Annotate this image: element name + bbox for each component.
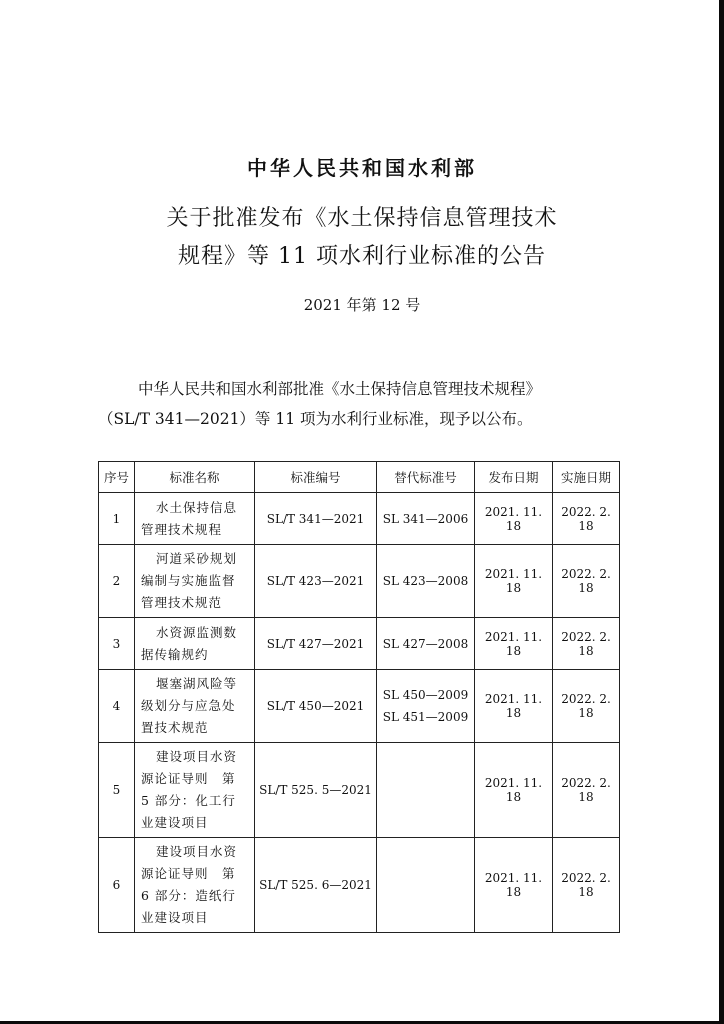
publish-date: 2021. 11. 18 bbox=[475, 493, 553, 545]
replaced-standard bbox=[377, 493, 475, 545]
name-line: 河道采砂规划 bbox=[156, 551, 238, 566]
name-line: 建设项目水资 bbox=[156, 844, 238, 859]
table-row bbox=[99, 838, 620, 933]
publish-date: 2021. 11. 18 bbox=[475, 545, 553, 618]
standard-code: SL/T 341—2021 bbox=[255, 493, 377, 545]
row-number: 4 bbox=[99, 670, 135, 743]
replaced-code: SL 451—2009 bbox=[382, 710, 469, 724]
publish-date: 2021. 11. 18 bbox=[475, 670, 553, 743]
replaced-standard bbox=[377, 545, 475, 618]
standard-name bbox=[135, 545, 255, 618]
announcement-body bbox=[98, 374, 618, 434]
table-row bbox=[99, 493, 620, 545]
standard-code: SL/T 423—2021 bbox=[255, 545, 377, 618]
header-cell: 替代标准号 bbox=[377, 462, 475, 493]
row-number: 1 bbox=[99, 493, 135, 545]
replaced-code: SL 427—2008 bbox=[382, 636, 469, 651]
standard-code: SL/T 525. 5—2021 bbox=[255, 743, 377, 838]
replaced-standard bbox=[377, 743, 475, 838]
name-line: 编制与实施监督 bbox=[141, 573, 236, 588]
table-header-row bbox=[99, 462, 620, 493]
name-line: 据传输规约 bbox=[141, 646, 209, 662]
name-line: 业建设项目 bbox=[141, 815, 209, 830]
header-cell: 序号 bbox=[99, 462, 135, 493]
replaced-standard bbox=[377, 670, 475, 743]
name-line: 管理技术规程 bbox=[141, 521, 223, 537]
effective-date: 2022. 2. 18 bbox=[553, 545, 620, 618]
row-number: 5 bbox=[99, 743, 135, 838]
replaced-standard bbox=[377, 618, 475, 670]
name-line: 建设项目水资 bbox=[156, 749, 238, 764]
effective-date: 2022. 2. 18 bbox=[553, 670, 620, 743]
table-row bbox=[99, 618, 620, 670]
standard-name bbox=[135, 838, 255, 933]
standard-code: SL/T 450—2021 bbox=[255, 670, 377, 743]
standard-name bbox=[135, 670, 255, 743]
header-cell: 标准名称 bbox=[135, 462, 255, 493]
standard-name bbox=[135, 618, 255, 670]
effective-date: 2022. 2. 18 bbox=[553, 743, 620, 838]
name-line: 5 部分：化工行 bbox=[141, 793, 236, 808]
effective-date: 2022. 2. 18 bbox=[553, 838, 620, 933]
header-cell: 标准编号 bbox=[255, 462, 377, 493]
header-cell: 实施日期 bbox=[553, 462, 620, 493]
publish-date: 2021. 11. 18 bbox=[475, 618, 553, 670]
title-line-2: 规程》等 11 项水利行业标准的公告 bbox=[178, 244, 546, 269]
name-line: 源论证导则 第 bbox=[141, 866, 236, 881]
name-line: 源论证导则 第 bbox=[141, 771, 236, 786]
row-number: 3 bbox=[99, 618, 135, 670]
issue-number: 2021 年第 12 号 bbox=[303, 296, 421, 314]
standard-code: SL/T 427—2021 bbox=[255, 618, 377, 670]
standards-table bbox=[98, 461, 620, 933]
standard-name bbox=[135, 493, 255, 545]
replaced-code: SL 341—2006 bbox=[382, 511, 469, 526]
table-row bbox=[99, 545, 620, 618]
title-line-1: 关于批准发布《水土保持信息管理技术 bbox=[166, 206, 558, 231]
ministry-heading: 中华人民共和国水利部 bbox=[247, 156, 477, 180]
body-line-1: 中华人民共和国水利部批准《水土保持信息管理技术规程》 bbox=[138, 380, 542, 398]
name-line: 6 部分：造纸行 bbox=[141, 888, 236, 903]
publish-date: 2021. 11. 18 bbox=[475, 743, 553, 838]
name-line: 堰塞湖风险等 bbox=[156, 676, 238, 691]
name-line: 水土保持信息 bbox=[156, 499, 238, 515]
name-line: 置技术规范 bbox=[141, 720, 209, 735]
announcement-title bbox=[0, 200, 724, 276]
row-number: 6 bbox=[99, 838, 135, 933]
name-line: 管理技术规范 bbox=[141, 595, 223, 610]
name-line: 水资源监测数 bbox=[156, 624, 238, 640]
header-cell: 发布日期 bbox=[475, 462, 553, 493]
replaced-code: SL 450—2009 bbox=[382, 688, 469, 702]
standard-name bbox=[135, 743, 255, 838]
effective-date: 2022. 2. 18 bbox=[553, 618, 620, 670]
table-row bbox=[99, 670, 620, 743]
replaced-code: SL 423—2008 bbox=[382, 574, 469, 588]
row-number: 2 bbox=[99, 545, 135, 618]
body-line-2: （SL/T 341—2021）等 11 项为水利行业标准，现予以公布。 bbox=[98, 410, 533, 428]
name-line: 级划分与应急处 bbox=[141, 698, 236, 713]
standard-code: SL/T 525. 6—2021 bbox=[255, 838, 377, 933]
effective-date: 2022. 2. 18 bbox=[553, 493, 620, 545]
name-line: 业建设项目 bbox=[141, 910, 209, 925]
publish-date: 2021. 11. 18 bbox=[475, 838, 553, 933]
replaced-standard bbox=[377, 838, 475, 933]
table-row bbox=[99, 743, 620, 838]
